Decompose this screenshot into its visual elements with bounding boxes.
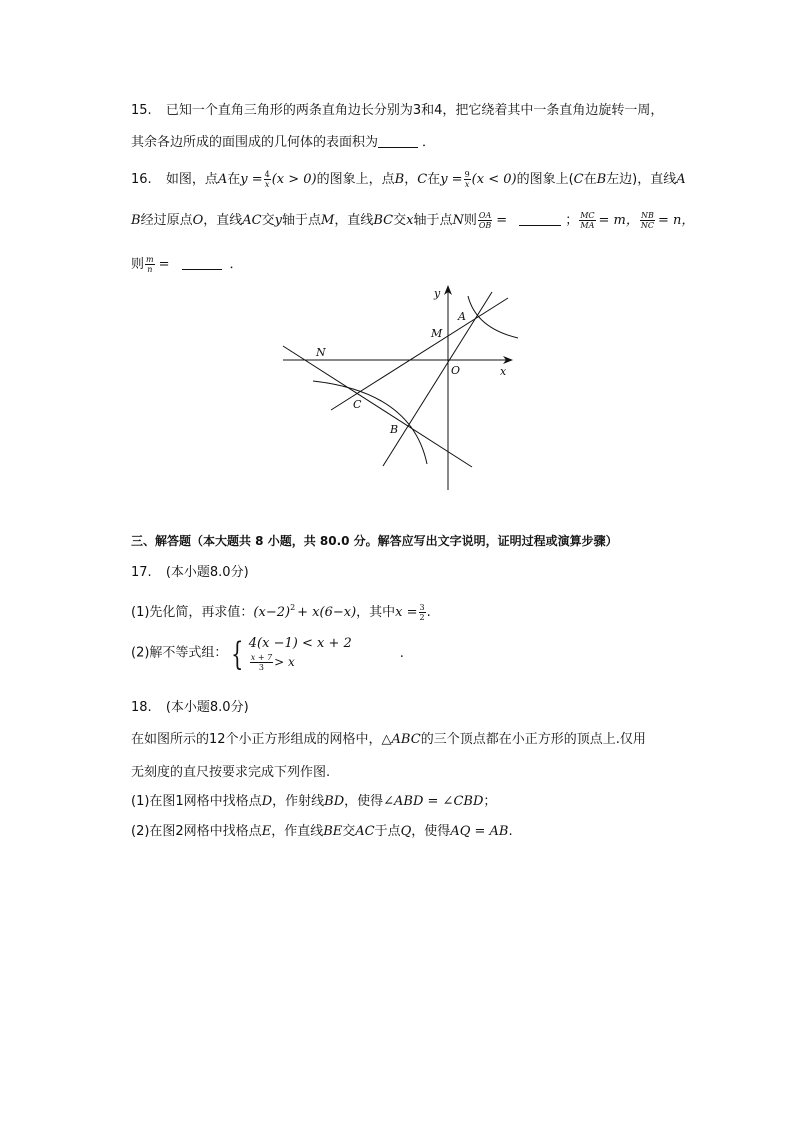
equation-m: = m， — [598, 213, 639, 228]
q18-line3 — [131, 792, 496, 812]
point-label: E — [261, 824, 272, 839]
frac-num: OA — [478, 211, 492, 220]
func1-lhs: y = — [240, 172, 263, 187]
q18-number: 18. — [131, 700, 152, 715]
q16-text: 在 — [583, 172, 597, 187]
q18-text: (1)在图1网格中找格点 — [131, 794, 262, 809]
ratio-mc-ma — [579, 211, 595, 230]
q17-part1-text: (1)先化简，再求值： — [131, 605, 254, 620]
section-3-title: 三、解答题（本大题共 8 小题，共 80.0 分。解答应写出文字说明，证明过程或演算步骤） — [131, 534, 618, 548]
point-label: N — [452, 213, 464, 228]
point-label: B — [131, 213, 141, 228]
q16-answer-blank-1[interactable] — [519, 213, 561, 226]
point-label: O — [192, 213, 204, 228]
line-bc — [283, 346, 472, 467]
segment-equation: AQ = AB — [450, 824, 509, 839]
line-label: AC — [242, 213, 262, 228]
frac-num: NB — [640, 211, 654, 220]
frac-num: 9 — [464, 170, 470, 179]
q16-text: 轴于点 — [413, 213, 453, 228]
frac-num: x + 7 — [250, 653, 273, 662]
q15-text-1: 已知一个直角三角形的两条直角边长分别为3和4，把它绕着其中一条直角边旋转一周， — [165, 103, 664, 118]
q17-part2-text: . — [399, 645, 404, 661]
q16-text: 的图象上( — [516, 172, 574, 187]
point-label: C — [573, 172, 584, 187]
q16-text: 的图象上，点 — [316, 172, 395, 187]
inequality-system — [227, 635, 351, 672]
point-label: A — [217, 172, 228, 187]
q18-text: 的三个顶点都在小正方形的顶点上.仅用 — [420, 732, 646, 747]
frac-num: m — [146, 255, 154, 264]
q18-text: 交 — [342, 824, 356, 839]
q17-number: 17. — [131, 565, 152, 580]
point-label: Q — [400, 824, 412, 839]
q16-figure — [278, 280, 518, 495]
q16-text: 则 — [463, 213, 477, 228]
line-label: BE — [323, 824, 343, 839]
q16-line1 — [131, 170, 686, 190]
frac-num: 4 — [264, 170, 270, 179]
q17-part1-text: . — [426, 605, 431, 620]
q18-text: (2)在图2网格中找格点 — [131, 824, 262, 839]
inequality-2 — [249, 653, 352, 672]
x-equals: x = — [395, 605, 418, 620]
q18-text: 在如图所示的12个小正方形组成的网格中， — [131, 732, 382, 747]
q16-line3 — [131, 255, 243, 275]
q17-part1-text: ，其中 — [356, 605, 396, 620]
label-a: A — [458, 310, 466, 323]
expr: + x(6−x) — [297, 605, 357, 620]
triangle-abc: △ABC — [381, 732, 421, 747]
axis-label: x — [406, 213, 414, 228]
equation-n: = n， — [658, 213, 695, 228]
frac-den: 3 — [258, 663, 265, 672]
q17-part2-text: (2)解不等式组： — [131, 645, 228, 661]
label-c: C — [353, 398, 362, 411]
q18-line2: 无刻度的直尺按要求完成下列作图. — [131, 765, 331, 780]
q17-part2 — [131, 635, 404, 672]
q18-line4 — [131, 822, 513, 842]
func1-fraction — [264, 170, 271, 189]
label-y: y — [434, 287, 441, 300]
q16-text: 左边)，直线 — [606, 172, 677, 187]
q15-line1 — [131, 101, 663, 121]
q16-text: 在 — [227, 172, 241, 187]
inequality-2-fraction — [250, 653, 273, 672]
q16-number: 16. — [131, 172, 152, 187]
point-label: B — [596, 172, 607, 187]
frac-den: x — [464, 180, 470, 189]
line-label: AC — [355, 824, 375, 839]
expr: (x−2) — [253, 605, 291, 620]
inequality-2-rest: > x — [274, 655, 295, 669]
ray-label: BD — [324, 794, 345, 809]
label-b: B — [390, 423, 399, 436]
frac-den: MA — [580, 221, 595, 230]
func2-condition: (x < 0) — [471, 172, 517, 187]
value-fraction — [419, 603, 426, 622]
q18-text: ； — [483, 794, 497, 809]
equals-sign: = — [496, 213, 508, 228]
q15-number: 15. — [131, 103, 152, 118]
system-rows — [249, 635, 352, 672]
q16-text: 交 — [393, 213, 407, 228]
ratio-nb-nc — [640, 211, 655, 230]
frac-den: n — [147, 265, 153, 274]
angle-equation: ∠ABD = ∠CBD — [383, 794, 484, 809]
ratio-oa-ob — [478, 211, 492, 230]
q16-text: 经过原点 — [140, 213, 193, 228]
q16-text: 在 — [427, 172, 441, 187]
q16-text: ，直线 — [203, 213, 243, 228]
q18-line1 — [131, 730, 646, 750]
equals-sign: = — [158, 257, 170, 272]
frac-den: OB — [478, 221, 492, 230]
q15-text-2: 其余各边所成的面围成的几何体的表面积为 — [131, 135, 379, 150]
q15-answer-blank[interactable] — [378, 135, 418, 148]
label-n: N — [316, 346, 326, 359]
q16-text: 轴于点 — [281, 213, 321, 228]
q16-line2 — [131, 211, 694, 231]
label-o: O — [451, 364, 461, 377]
q17-header — [131, 563, 249, 583]
q18-text: ，作直线 — [271, 824, 324, 839]
label-x: x — [500, 365, 507, 378]
q18-text: ，使得 — [411, 824, 451, 839]
axis-label: y — [274, 213, 282, 228]
q16-text: ； — [565, 213, 579, 228]
hyperbola-branch-q1 — [468, 296, 518, 338]
frac-den: 2 — [419, 613, 425, 622]
q18-text: . — [508, 824, 513, 839]
q18-header — [131, 698, 249, 718]
q18-text: 于点 — [374, 824, 401, 839]
brace-icon: { — [231, 634, 244, 673]
point-label: B — [394, 172, 405, 187]
q17-score: (本小题8.0分) — [165, 565, 249, 580]
q15-period: ． — [422, 135, 436, 150]
point-label: C — [417, 172, 428, 187]
func1-condition: (x > 0) — [271, 172, 317, 187]
inequality-1: 4(x −1) < x + 2 — [248, 636, 352, 651]
frac-num: MC — [580, 211, 595, 220]
q18-score: (本小题8.0分) — [165, 700, 249, 715]
point-label: A — [676, 172, 686, 187]
frac-num: 3 — [419, 603, 425, 612]
q16-text: 则 — [131, 257, 145, 272]
line-label: BC — [373, 213, 394, 228]
q16-text: ，直线 — [334, 213, 374, 228]
point-label: M — [321, 213, 335, 228]
q15-line2 — [131, 133, 435, 153]
q16-text: 交 — [261, 213, 275, 228]
q18-text: ，作射线 — [272, 794, 325, 809]
q16-text: ． — [229, 257, 243, 272]
exponent: 2 — [290, 603, 296, 612]
frac-den: x — [264, 180, 270, 189]
frac-den: NC — [640, 221, 654, 230]
func2-fraction — [464, 170, 471, 189]
q18-text: ，使得 — [344, 794, 384, 809]
q16-text: 如图，点 — [165, 172, 218, 187]
q17-part1 — [131, 598, 431, 623]
ratio-m-n — [145, 255, 155, 274]
func2-lhs: y = — [440, 172, 463, 187]
q16-answer-blank-2[interactable] — [182, 257, 222, 270]
point-label: D — [261, 794, 273, 809]
q16-text: ， — [404, 172, 418, 187]
label-m: M — [431, 327, 443, 340]
